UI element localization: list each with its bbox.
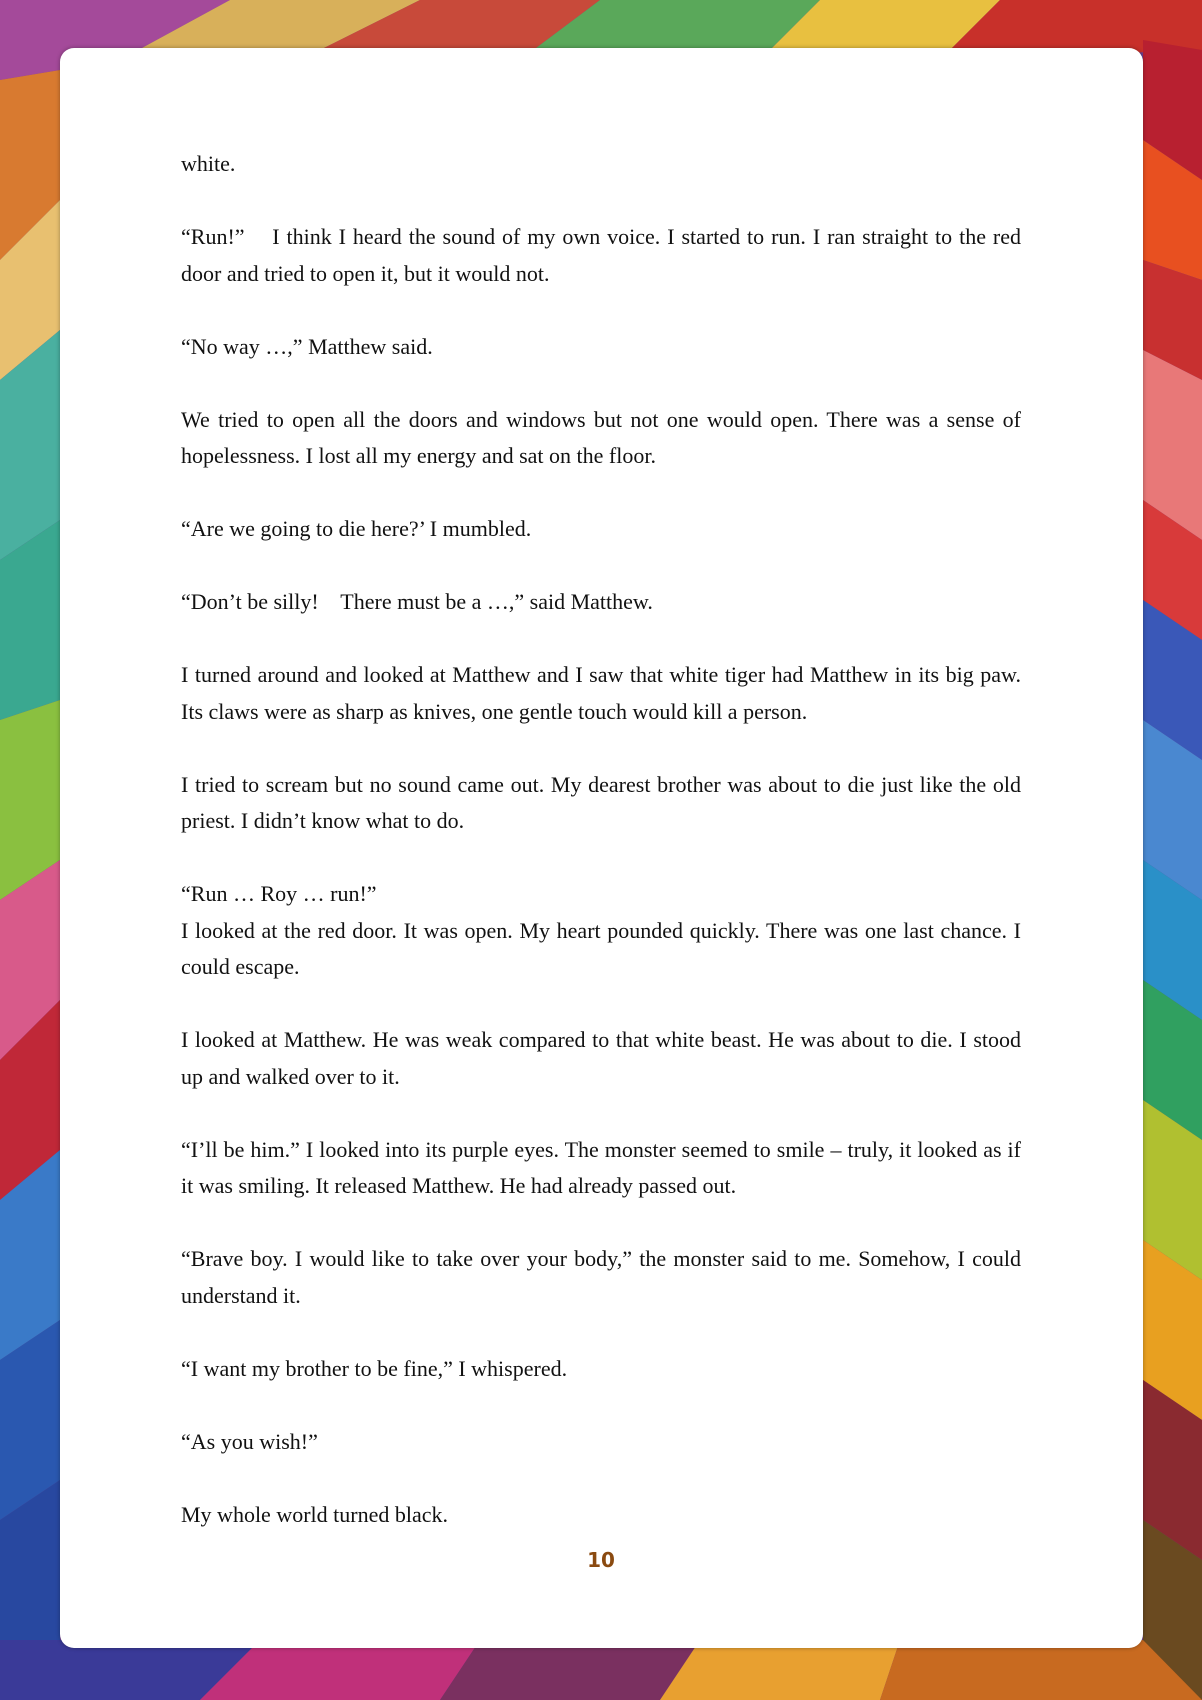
paragraph: “Brave boy. I would like to take over your body,” the monster said to me. Somehow, I could understand it. bbox=[181, 1246, 1021, 1308]
paragraph: My whole world turned black. bbox=[181, 1501, 448, 1527]
paragraph: white. bbox=[181, 151, 236, 176]
paragraph: I looked at Matthew. He was weak compared to that white beast. He was about to die. I stood up and walked over to it. bbox=[181, 1027, 1021, 1089]
paragraph: “As you wish!” bbox=[181, 1428, 318, 1454]
page-number: 10 bbox=[587, 1548, 615, 1572]
paragraph: “Are we going to die here?’ I mumbled. bbox=[181, 516, 532, 541]
paragraph: “Don’t be silly! There must be a …,” said Matthew. bbox=[181, 589, 653, 614]
paragraph: We tried to open all the doors and windows but not one would open. There was a sense of hopelessness. I lost all my energy and sat on the floor. bbox=[181, 406, 1021, 468]
paragraph: I turned around and looked at Matthew and I saw that white tiger had Matthew in its big paw. Its claws were as sharp as knives, one gentle touch would kill a person. bbox=[181, 662, 1021, 724]
paragraph: “I’ll be him.” I looked into its purple eyes. The monster seemed to smile – truly, it looked as if it was smiling. It released Matthew. He had already passed out. bbox=[181, 1136, 1021, 1198]
paragraph: I tried to scream but no sound came out. My dearest brother was about to die just like the old priest. I didn’t know what to do. bbox=[181, 771, 1021, 833]
paragraph: “No way …,” Matthew said. bbox=[181, 333, 433, 359]
paragraph: “Run!” I think I heard the sound of my own voice. I started to run. I ran straight to the red door and tried to open it, but it would not. bbox=[181, 224, 1021, 286]
paragraph: I looked at the red door. It was open. My heart pounded quickly. There was one last chance. I could escape. bbox=[181, 917, 1021, 979]
paragraph: “I want my brother to be fine,” I whispered. bbox=[181, 1355, 568, 1381]
story-text bbox=[181, 146, 1021, 1533]
paragraph: “Run … Roy … run!” bbox=[181, 881, 377, 906]
